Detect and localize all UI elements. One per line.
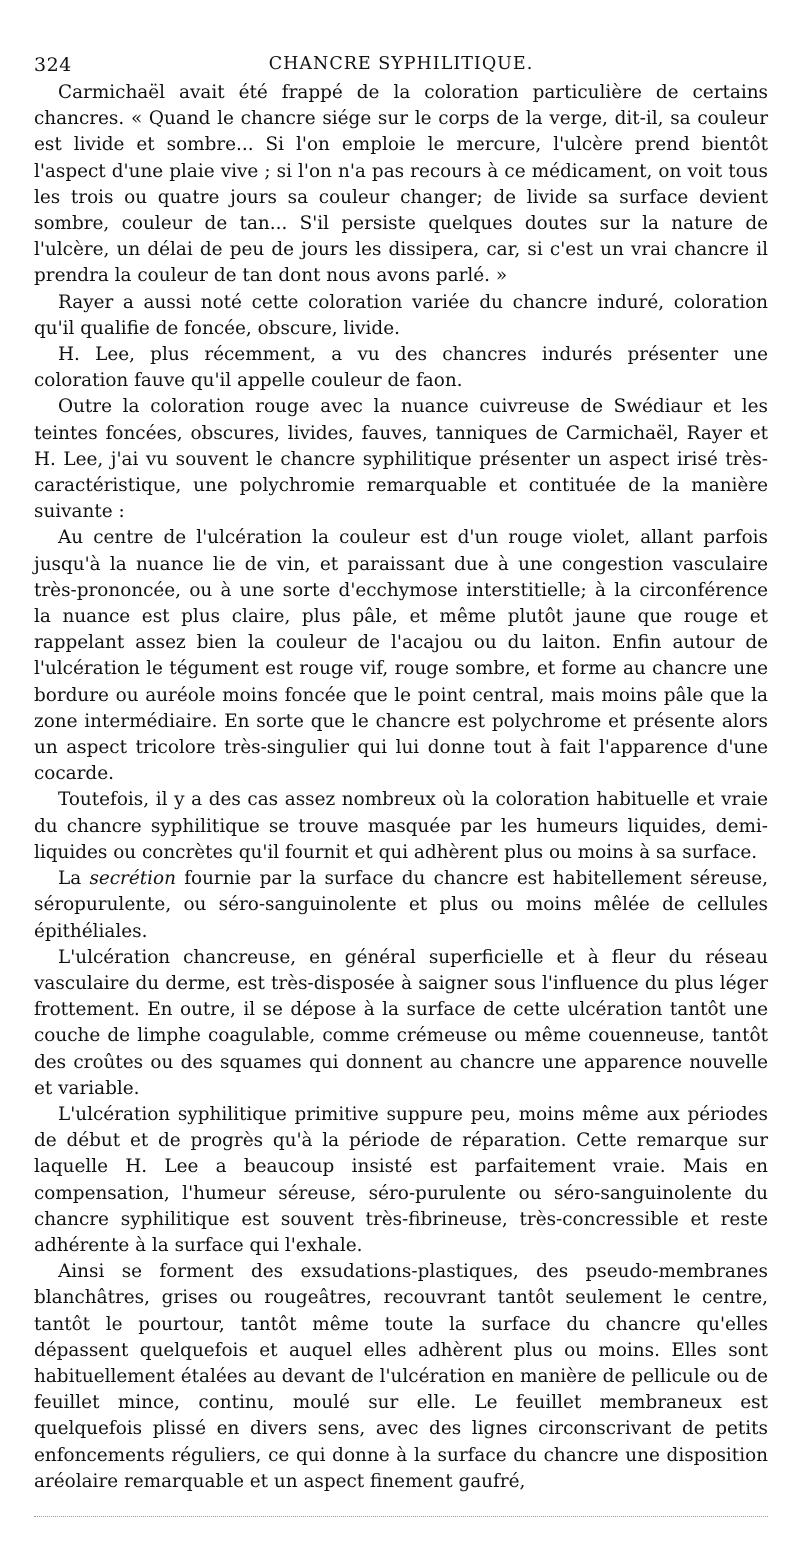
paragraph-ulceration-chancreuse: L'ulcération chancreuse, en général superficielle et à fleur du réseau vasculaire du derme, est très-disposée à saigner sous l'influence du plus léger frottement. En outre, il se dépose à la surface de cette ulcération tantôt une couche de limphe coagulable, comme crémeuse ou même couenneuse, tantôt des croûtes ou des squames qui donnent au chancre une apparence nouvelle et variable. — [34, 946, 768, 1099]
paragraph-secretion — [34, 866, 768, 945]
paragraph-exsudations: Ainsi se forment des exsudations-plastiques, des pseudo-membranes blanchâtres, grises ou rougeâtres, recouvrant tantôt seulement le centre, tantôt le pourtour, tantôt même toute la surface du chancre qu'elles dépassent quelquefois et auquel elles adhèrent plus ou moins. Elles sont habituellement étalées au devant de l'ulcération en manière de pellicule ou de feuillet mince, continu, moulé sur elle. Le feuillet membraneux est quelquefois plissé en divers sens, avec des lignes circonscrivant de petits enfoncements réguliers, ce qui donne à la surface du chancre une disposition aréolaire remarquable et un aspect finement gaufré, — [34, 1261, 768, 1492]
paragraph-h-lee: H. Lee, plus récemment, a vu des chancres indurés présenter une coloration fauve qu'il appelle couleur de faon. — [34, 344, 768, 392]
page-header — [34, 48, 768, 80]
paragraph-centre-ulceration: Au centre de l'ulcération la couleur est d'un rouge violet, allant parfois jusqu'à la nuance lie de vin, et paraissant due à une congestion vasculaire très-prononcée, ou à une sorte d'ecchymose interstitielle; à la circonférence la nuance est plus claire, plus pâle, et même plutôt jaune que rouge et rappelant assez bien la couleur de l'acajou ou du laiton. Enfin autour de l'ulcération le tégument est rouge vif, rouge sombre, et forme au chancre une bordure ou auréole moins foncée que le point central, mais moins pâle que la zone intermédiaire. En sorte que le chancre est polychrome et présente alors un aspect tricolore très-singulier qui lui donne tout à fait l'apparence d'une cocarde. — [34, 527, 768, 785]
paragraph-ulceration-primitive: L'ulcération syphilitique primitive suppure peu, moins même aux périodes de début et de progrès qu'à la période de réparation. Cette remarque sur laquelle H. Lee a beaucoup insisté est parfaitement vraie. Mais en compensation, l'humeur séreuse, séro-purulente ou séro-sanguinolente du chancre syphilitique est souvent très-fibrineuse, très-concressible et reste adhérente à la surface qui l'exhale. — [34, 1103, 768, 1256]
footer-dotted-rule — [34, 1516, 768, 1517]
secretion-lead: La — [58, 868, 90, 890]
paragraph-carmichael-quote: Carmichaël avait été frappé de la coloration particulière de certains chancres. « Quand le chancre siége sur le corps de la verge, dit-il, sa couleur est livide et sombre... Si l'on emploie le mercure, l'ulcère prend bientôt l'aspect d'une plaie vive ; si l'on n'a pas recours à ce médicament, on voit tous les trois ou quatre jours sa couleur changer; de livide sa surface devient sombre, couleur de tan... S'il persiste quelques doutes sur la nature de l'ulcère, un délai de peu de jours les dissipera, car, si c'est un vrai chancre il prendra la couleur de tan dont nous avons parlé. » — [34, 82, 768, 287]
secretion-emphasis: secrétion — [89, 868, 176, 890]
running-title: CHANCRE SYPHILITIQUE. — [268, 54, 534, 74]
secretion-rest: fournie par la surface du chancre est habitellement séreuse, séropurulente, ou séro-sanguinolente et plus ou moins mêlée de cellules épithéliales. — [34, 868, 768, 942]
paragraph-rayer: Rayer a aussi noté cette coloration variée du chancre induré, coloration qu'il qualifie de foncée, obscure, livide. — [34, 291, 768, 339]
body-text — [34, 80, 768, 1495]
paragraph-toutefois: Toutefois, il y a des cas assez nombreux où la coloration habituelle et vraie du chancre syphilitique se trouve masquée par les humeurs liquides, demi-liquides ou concrètes qu'il fournit et qui adhèrent plus ou moins à sa surface. — [34, 789, 768, 863]
paragraph-polychromie: Outre la coloration rouge avec la nuance cuivreuse de Swédiaur et les teintes foncées, obscures, livides, fauves, tanniques de Carmichaël, Rayer et H. Lee, j'ai vu souvent le chancre syphilitique présenter un aspect irisé très-caractéristique, une polychromie remarquable et contituée de la manière suivante : — [34, 396, 768, 523]
document-page — [34, 48, 768, 1495]
page-number: 324 — [34, 54, 72, 76]
